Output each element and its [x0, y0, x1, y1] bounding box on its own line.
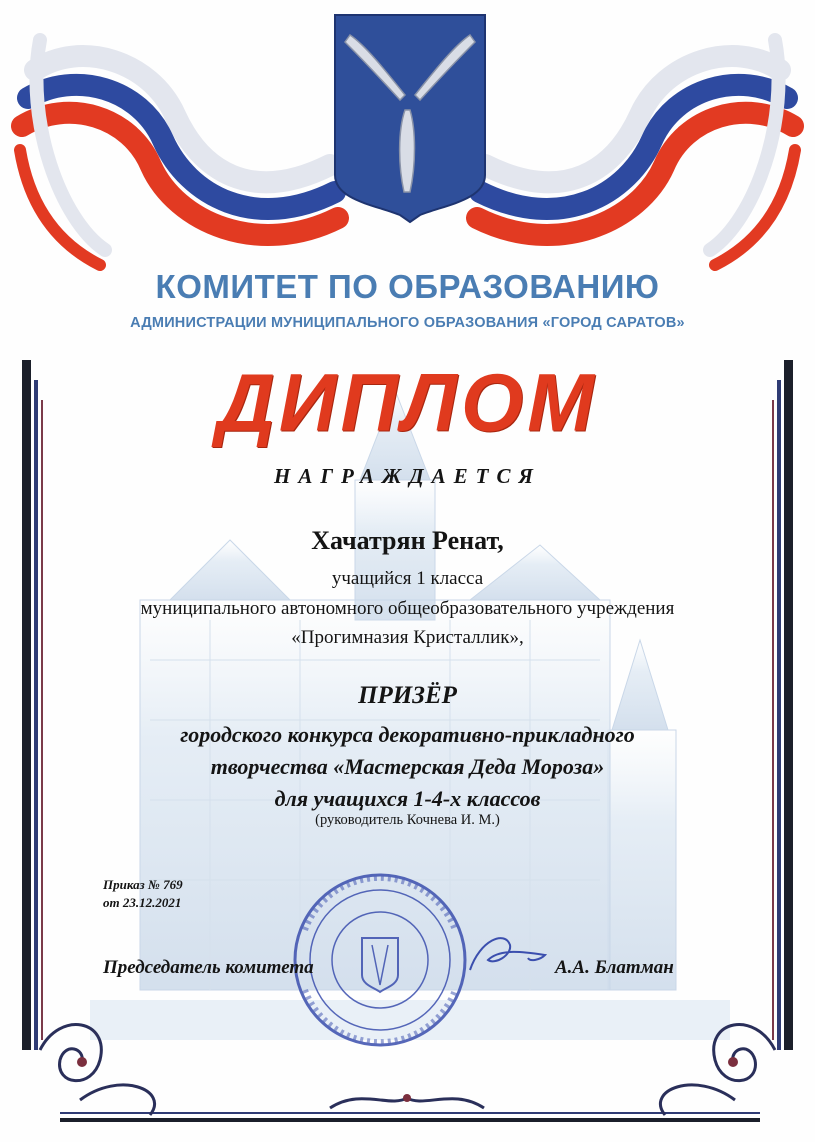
contest-line-2: творчества «Мастерская Деда Мороза»	[210, 754, 605, 779]
awarded-label: НАГРАЖДАЕТСЯ	[274, 464, 541, 488]
contest-line-3: для учащихся 1-4-х классов	[274, 786, 541, 811]
order-number: Приказ № 769	[103, 877, 183, 892]
contest-line-1: городского конкурса декоративно-прикладного	[180, 722, 635, 747]
recipient-name: Хачатрян Ренат,	[311, 526, 504, 555]
award-rank: ПРИЗЁР	[358, 682, 457, 709]
diploma-title: ДИПЛОМ	[217, 357, 598, 448]
order-date: от 23.12.2021	[103, 895, 182, 910]
committee-heading: КОМИТЕТ ПО ОБРАЗОВАНИЮ	[155, 268, 660, 305]
administration-subheading: АДМИНИСТРАЦИИ МУНИЦИПАЛЬНОГО ОБРАЗОВАНИЯ «ГОРОД САРАТОВ»	[130, 315, 685, 331]
institution-line-2: «Прогимназия Кристаллик»,	[291, 627, 524, 648]
signatory-role: Председатель комитета	[103, 957, 314, 978]
institution-line-1: муниципального автономного общеобразовательного учреждения	[140, 598, 675, 619]
recipient-grade: учащийся 1 класса	[331, 568, 484, 589]
supervisor-note: (руководитель Кочнева И. М.)	[315, 812, 500, 828]
signatory-name: А.А. Блатман	[555, 957, 674, 978]
